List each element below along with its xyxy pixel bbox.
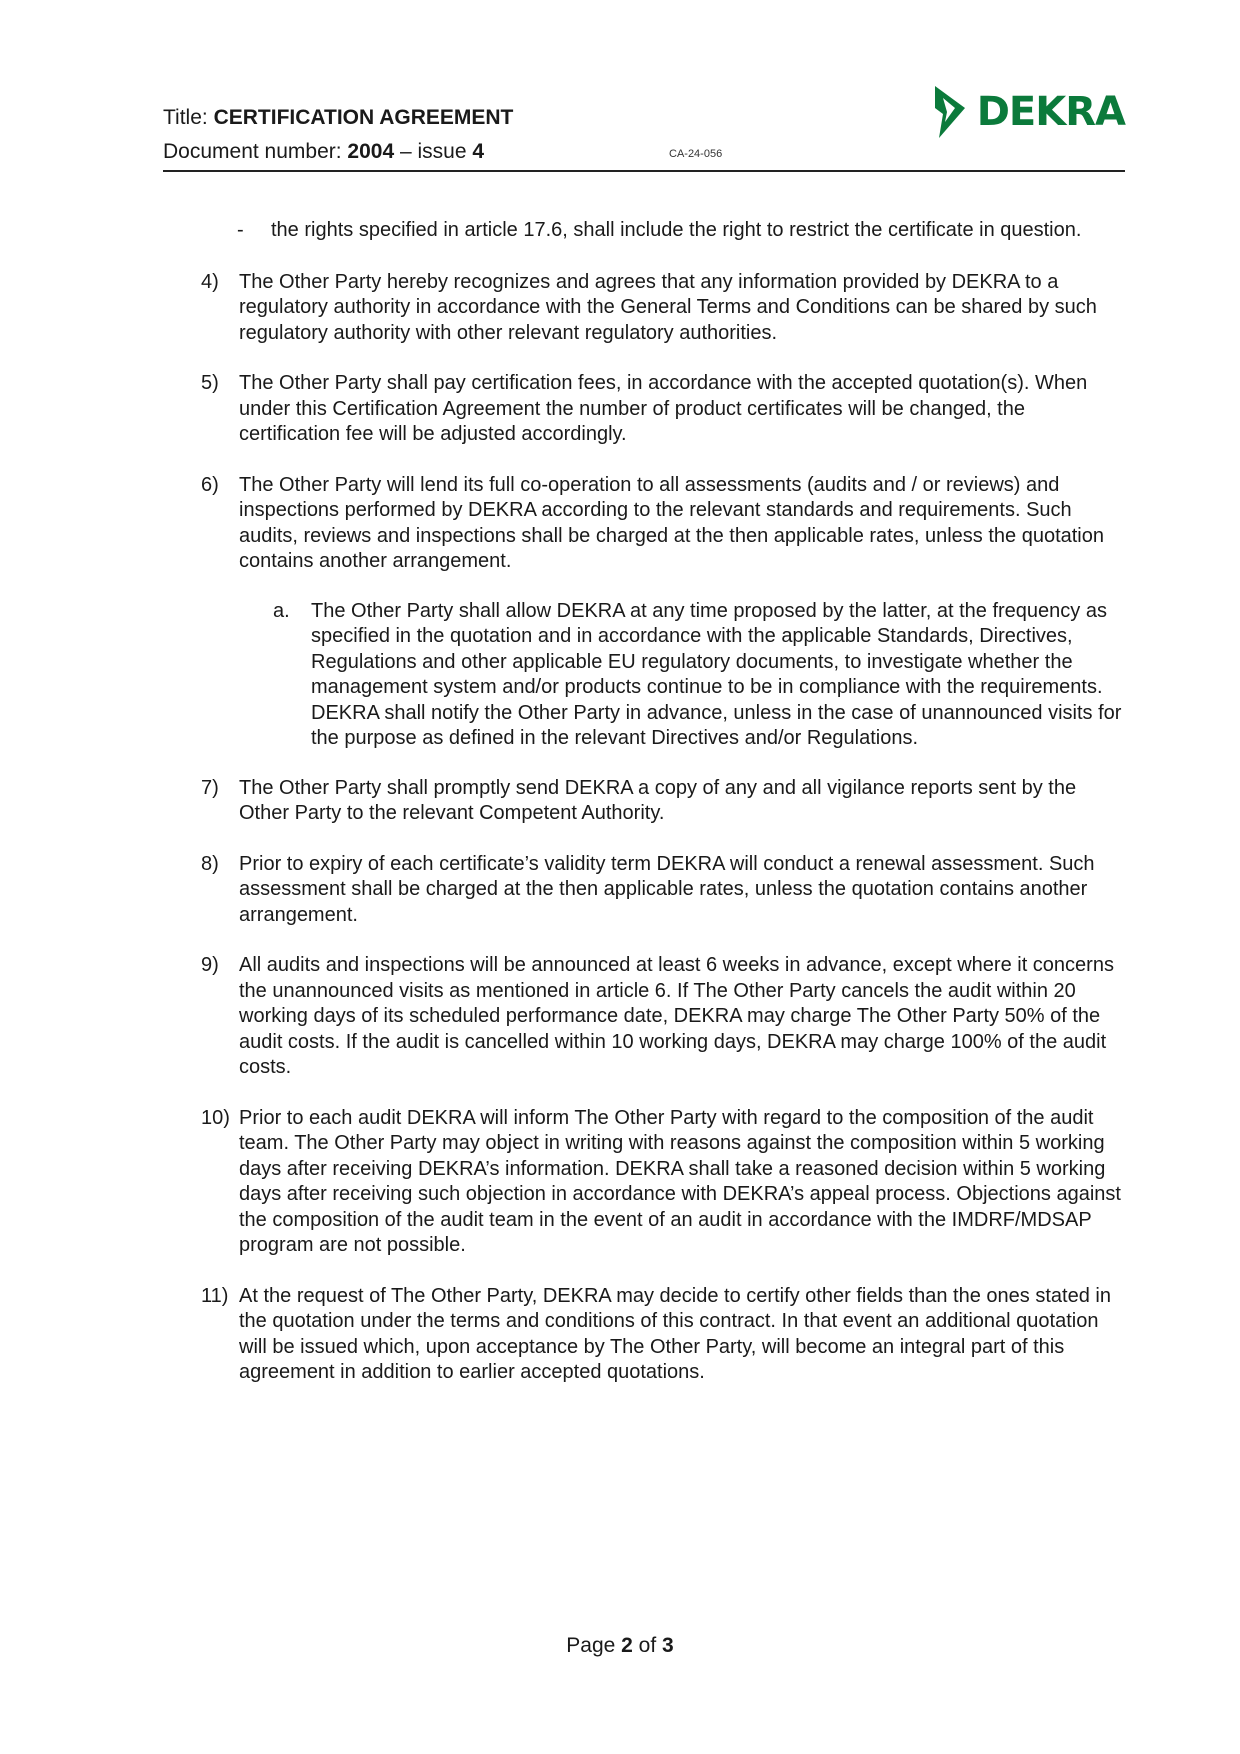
clause-number: 6) — [201, 473, 219, 496]
dekra-logo — [933, 84, 1125, 140]
clause-11 — [163, 1284, 1125, 1386]
page-of: of — [632, 1634, 663, 1657]
total-pages: 3 — [662, 1634, 674, 1657]
document-body — [163, 218, 1125, 1411]
form-code: CA-24-056 — [669, 148, 723, 160]
current-page: 2 — [621, 1634, 633, 1657]
clause-10 — [163, 1106, 1125, 1259]
page-number — [0, 1634, 1240, 1658]
clause-7 — [163, 776, 1125, 827]
document-title — [163, 106, 513, 130]
document-number — [163, 140, 484, 164]
page-prefix: Page — [566, 1634, 622, 1657]
clause-number: 8) — [201, 852, 219, 875]
issue-separator: – issue — [394, 140, 473, 163]
dekra-arrow-icon — [933, 84, 967, 140]
clause-6 — [163, 473, 1125, 575]
clause-number: 4) — [201, 270, 219, 293]
clause-4 — [163, 270, 1125, 347]
clause-text: All audits and inspections will be announced at least 6 weeks in advance, except where it concerns the unannounced visits as mentioned in article 6. If The Other Party cancels the audit within 20 working days of its scheduled performance date, DEKRA may charge The Other Party 50% of the audit costs. If the audit is cancelled within 10 working days, DEKRA may charge 100% of the audit costs. — [239, 954, 1114, 1078]
title-value: CERTIFICATION AGREEMENT — [213, 106, 514, 129]
continuation-bullet — [163, 218, 1125, 244]
clause-number: 11) — [201, 1284, 229, 1307]
clause-number: 10) — [201, 1106, 230, 1129]
clause-text: The Other Party shall promptly send DEKRA a copy of any and all vigilance reports sent by the Other Party to the relevant Competent Authority. — [239, 776, 1077, 824]
clause-text: The Other Party hereby recognizes and agrees that any information provided by DEKRA to a regulatory authority in accordance with the General Terms and Conditions can be shared by such regulatory authority with other relevant regulatory authorities. — [239, 270, 1097, 344]
clause-9 — [163, 953, 1125, 1081]
clause-text: The Other Party will lend its full co-operation to all assessments (audits and / or reviews) and inspections performed by DEKRA according to the relevant standards and requirements. Such audits, reviews and inspections shall be charged at the then applicable rates, unless the quotation contains another arrangement. — [239, 473, 1104, 572]
clause-5 — [163, 371, 1125, 448]
sub-clause-label: a. — [273, 599, 290, 622]
clause-number: 5) — [201, 372, 219, 394]
clause-number: 9) — [201, 954, 219, 976]
continuation-text: the rights specified in article 17.6, shall include the right to restrict the certificate in question. — [271, 219, 1082, 241]
issue-value: 4 — [472, 140, 485, 163]
logo-text: DEKRA — [976, 89, 1125, 135]
docnum-value: 2004 — [347, 140, 395, 163]
title-prefix: Title: — [163, 106, 214, 129]
clause-text: At the request of The Other Party, DEKRA may decide to certify other fields than the ones stated in the quotation under the terms and conditions of this contract. In that event an additional quotation will be issued which, upon acceptance by The Other Party, will become an integral part of this agreement in addition to earlier accepted quotations. — [239, 1284, 1111, 1383]
clause-number: 7) — [201, 776, 219, 799]
clause-text: Prior to expiry of each certificate’s validity term DEKRA will conduct a renewal assessment. Such assessment shall be charged at the then applicable rates, unless the quotation contains another arrangement. — [239, 852, 1095, 926]
bullet-dash: - — [237, 219, 244, 241]
document-header — [163, 89, 1125, 172]
clause-text: Prior to each audit DEKRA will inform The Other Party with regard to the composition of the audit team. The Other Party may object in writing with reasons against the composition within 5 working days after receiving DEKRA’s information. DEKRA shall take a reasoned decision within 5 working days after receiving such objection in accordance with DEKRA’s appeal process. Objections against the composition of the audit team in the event of an audit in accordance with the IMDRF/MDSAP program are not possible. — [239, 1106, 1121, 1256]
clause-text: The Other Party shall pay certification fees, in accordance with the accepted quotation(s). When under this Certification Agreement the number of product certificates will be changed, the certification fee will be adjusted accordingly. — [239, 372, 1088, 445]
clause-6a — [163, 599, 1125, 752]
sub-clause-text: The Other Party shall allow DEKRA at any time proposed by the latter, at the frequency as specified in the quotation and in accordance with the applicable Standards, Directives, Regulations and other applicable EU regulatory documents, to investigate whether the management system and/or products continue to be in compliance with the requirements. DEKRA shall notify the Other Party in advance, unless in the case of unannounced visits for the purpose as defined in the relevant Directives and/or Regulations. — [311, 599, 1122, 749]
clause-8 — [163, 852, 1125, 929]
docnum-prefix: Document number: — [163, 140, 348, 163]
